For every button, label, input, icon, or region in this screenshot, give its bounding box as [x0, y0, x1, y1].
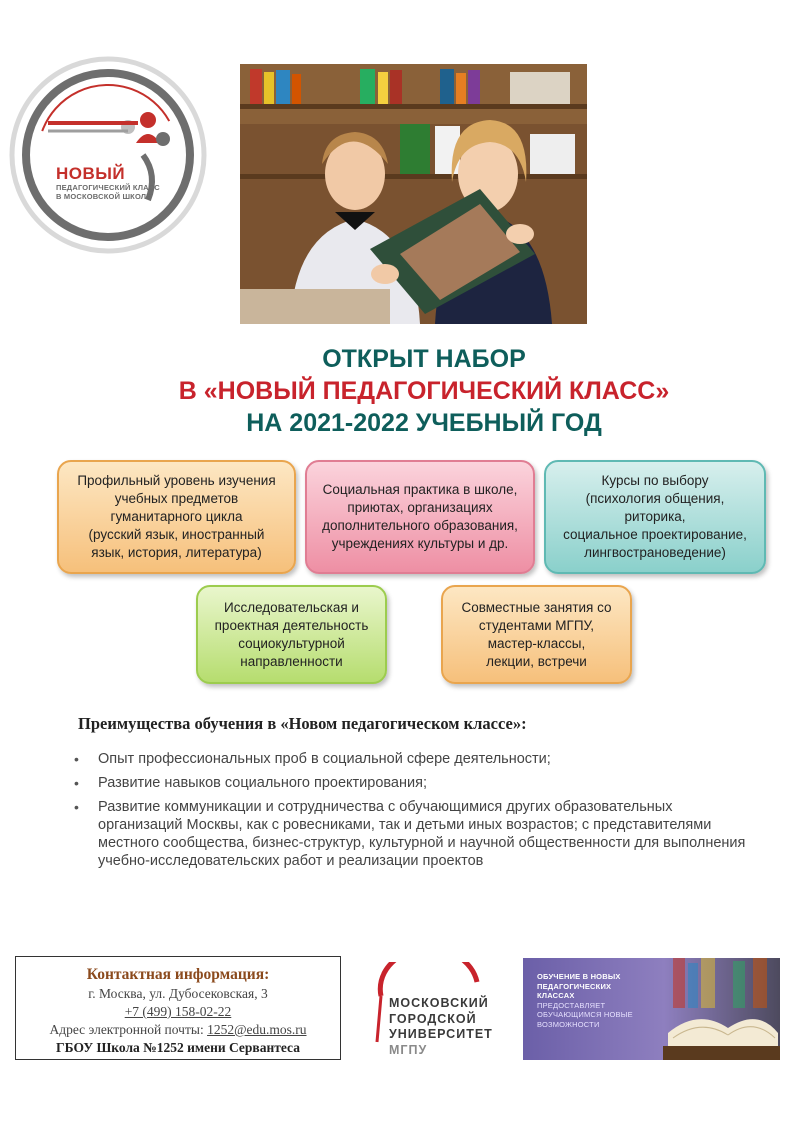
banner-line-3: КЛАССАХ	[537, 991, 575, 1000]
box-text-line: направленности	[240, 653, 343, 669]
students-reading-photo	[240, 64, 587, 324]
box-text-line: мастер-классы,	[487, 635, 586, 651]
advantage-text: Опыт профессиональных проб в социальной сфере деятельности;	[98, 751, 551, 767]
advantages-list	[74, 750, 754, 876]
box-text-line: риторика,	[624, 509, 686, 524]
box-research-projects	[196, 585, 387, 684]
headline-line-2: В «НОВЫЙ ПЕДАГОГИЧЕСКИЙ КЛАСС»	[178, 377, 670, 405]
contact-phone-link[interactable]: +7 (499) 158-02-22	[124, 1004, 232, 1019]
list-item	[74, 750, 754, 768]
headline-line-1: ОТКРЫТ НАБОР	[322, 345, 526, 373]
box-text-line: Исследовательская и	[224, 599, 359, 615]
headline-line-3: НА 2021-2022 УЧЕБНЫЙ ГОД	[246, 409, 602, 437]
box-text-line: Профильный уровень изучения	[77, 473, 276, 488]
box-text-line: Курсы по выбору	[601, 473, 709, 488]
box-social-practice	[305, 460, 535, 574]
box-text-line: дополнительного образования,	[322, 518, 518, 533]
box-text-line: учебных предметов	[114, 491, 239, 506]
box-text-line: Совместные занятия со	[461, 599, 612, 615]
new-pedagogical-class-logo	[8, 55, 208, 255]
box-text-line: социальное проектирование,	[563, 527, 747, 542]
box-text-line: (русский язык, иностранный	[88, 527, 265, 542]
contact-box	[15, 956, 341, 1060]
contact-address: г. Москва, ул. Дубосековская, 3	[88, 986, 268, 1001]
advantage-text: Развитие навыков социального проектирования;	[98, 775, 427, 791]
box-text-line: язык, история, литература)	[91, 545, 262, 560]
banner-line-1: ОБУЧЕНИЕ В НОВЫХ	[537, 972, 621, 981]
logo-title: НОВЫЙ	[56, 164, 126, 183]
promo-banner	[523, 958, 780, 1060]
box-joint-sessions	[441, 585, 632, 684]
advantage-text: Развитие коммуникации и сотрудничества с обучающимися других образовательных организаций Москвы, как с ровесниками, так и детьми иных возрастов; с представителями местного сообщества, бизнес-структур, культурной и научной общественности для выполнения учебно-исследовательских работ и реализации проектов	[98, 799, 746, 869]
box-text-line: Социальная практика в школе,	[322, 482, 518, 497]
contact-email-label: Адрес электронной почты:	[49, 1022, 208, 1037]
box-text-line: гуманитарного цикла	[110, 509, 243, 524]
contact-email-link[interactable]: 1252@edu.mos.ru	[207, 1022, 307, 1037]
box-text-line: учреждениях культуры и др.	[331, 536, 509, 551]
box-text-line: приютах, организациях	[347, 500, 493, 515]
box-text-line: (психология общения,	[585, 491, 725, 506]
box-elective-courses	[544, 460, 766, 574]
banner-line-5: ОБУЧАЮЩИМСЯ НОВЫЕ	[537, 1010, 633, 1019]
advantages-title: Преимущества обучения в «Новом педагогическом классе»:	[78, 714, 527, 733]
mgpu-line-3: УНИВЕРСИТЕТ	[389, 1027, 493, 1041]
box-text-line: проектная деятельность	[214, 617, 369, 633]
mgpu-line-1: МОСКОВСКИЙ	[389, 996, 489, 1010]
box-text-line: социокультурной	[238, 635, 345, 651]
logo-subtitle-1: ПЕДАГОГИЧЕСКИЙ КЛАСС	[56, 183, 160, 192]
logo-rings-icon	[8, 55, 208, 255]
banner-line-2: ПЕДАГОГИЧЕСКИХ	[537, 981, 612, 991]
banner-line-6: ВОЗМОЖНОСТИ	[537, 1019, 600, 1029]
box-text-line: лекции, встречи	[486, 653, 587, 669]
bullet-icon: •	[74, 751, 79, 767]
logo-subtitle-2: В МОСКОВСКОЙ ШКОЛЕ	[56, 192, 152, 201]
list-item	[74, 774, 754, 792]
bullet-icon: •	[74, 799, 79, 815]
bullet-icon: •	[74, 775, 79, 791]
mgpu-abbreviation: МГПУ	[389, 1042, 428, 1057]
contact-title: Контактная информация:	[86, 966, 270, 983]
photo-illustration	[240, 64, 587, 324]
contact-school-name: ГБОУ Школа №1252 имени Сервантеса	[56, 1040, 300, 1055]
mgpu-logo	[367, 962, 517, 1062]
list-item	[74, 798, 754, 870]
box-text-line: студентами МГПУ,	[478, 617, 595, 633]
box-profile-subjects	[57, 460, 296, 574]
banner-line-4: ПРЕДОСТАВЛЯЕТ	[537, 1000, 606, 1010]
headline	[0, 343, 800, 439]
mgpu-line-2: ГОРОДСКОЙ	[389, 1011, 477, 1026]
box-text-line: лингвострановедение)	[584, 545, 726, 560]
